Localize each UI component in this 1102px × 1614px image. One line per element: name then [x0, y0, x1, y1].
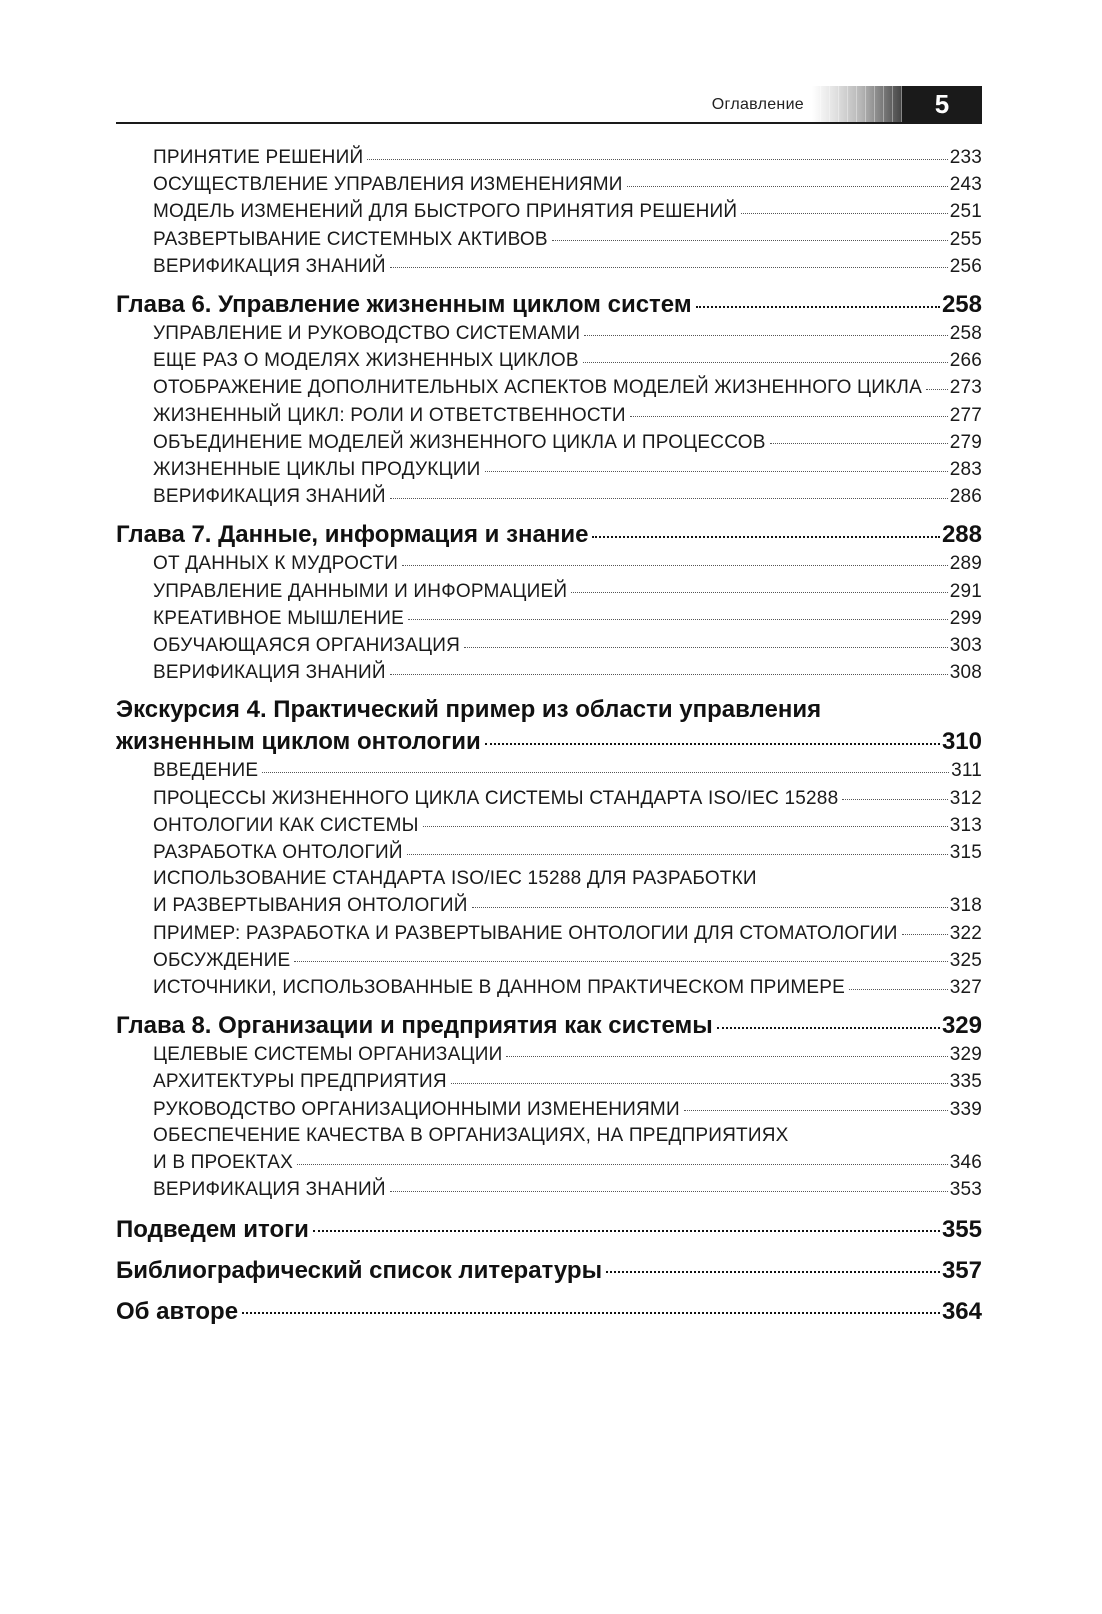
toc-entry-label: ИСТОЧНИКИ, ИСПОЛЬЗОВАННЫЕ В ДАННОМ ПРАКТИЧЕСКОМ ПРИМЕРЕ	[153, 977, 845, 999]
dot-leader	[408, 605, 948, 624]
toc-entry[interactable]	[116, 1176, 982, 1203]
toc-entry-page: 283	[949, 459, 982, 481]
toc-entry-multiline[interactable]	[116, 866, 982, 919]
toc-entry[interactable]	[116, 226, 982, 253]
toc-entry-label-line-2: И РАЗВЕРТЫВАНИЯ ОНТОЛОГИЙ	[153, 895, 468, 917]
chapter-title: Подведем итоги	[116, 1215, 309, 1243]
toc-entry-label: РУКОВОДСТВО ОРГАНИЗАЦИОННЫМИ ИЗМЕНЕНИЯМИ	[153, 1098, 680, 1120]
chapter-title: Библиографический список литературы	[116, 1256, 603, 1284]
toc-entry-label: ВВЕДЕНИЕ	[153, 760, 259, 782]
toc-entry[interactable]	[116, 659, 982, 686]
toc-entry-label-line-1: ОБЕСПЕЧЕНИЕ КАЧЕСТВА В ОРГАНИЗАЦИЯХ, НА ПРЕДПРИЯТИЯХ	[153, 1124, 789, 1146]
page-number: 5	[902, 86, 982, 122]
toc-entry[interactable]	[116, 456, 982, 483]
toc-entry-page: 312	[949, 787, 982, 809]
toc-entry-label: ОБЪЕДИНЕНИЕ МОДЕЛЕЙ ЖИЗНЕННОГО ЦИКЛА И ПРОЦЕССОВ	[153, 431, 766, 453]
chapter-title: Об авторе	[116, 1297, 239, 1325]
toc-entry-label: РАЗВЕРТЫВАНИЕ СИСТЕМНЫХ АКТИВОВ	[153, 228, 548, 250]
dot-leader	[592, 518, 940, 542]
toc-entry[interactable]	[116, 198, 982, 225]
toc-entry-page: 266	[949, 350, 982, 372]
dot-leader	[842, 785, 947, 804]
toc-entry-page: 315	[949, 842, 982, 864]
dot-leader	[262, 757, 949, 776]
toc-entry-page: 291	[949, 580, 982, 602]
excursion-title-line-1: Экскурсия 4. Практический пример из области управления	[116, 696, 822, 724]
toc-chapter-7[interactable]	[116, 518, 982, 550]
toc-entry[interactable]	[116, 1041, 982, 1068]
toc-entry-label: ОТОБРАЖЕНИЕ ДОПОЛНИТЕЛЬНЫХ АСПЕКТОВ МОДЕЛЕЙ ЖИЗНЕННОГО ЦИКЛА	[153, 377, 922, 399]
toc-entry-label: ВЕРИФИКАЦИЯ ЗНАНИЙ	[153, 255, 386, 277]
toc-entry-page: 299	[949, 607, 982, 629]
toc-entry-page: 353	[949, 1179, 982, 1201]
toc-entry-page: 313	[949, 814, 982, 836]
toc-entry-label: АРХИТЕКТУРЫ ПРЕДПРИЯТИЯ	[153, 1071, 447, 1093]
dot-leader	[407, 839, 948, 858]
toc-entry-label: ПРИНЯТИЕ РЕШЕНИЙ	[153, 147, 364, 168]
toc-entry[interactable]	[116, 483, 982, 510]
toc-entry-label: РАЗРАБОТКА ОНТОЛОГИЙ	[153, 842, 403, 864]
dot-leader	[294, 947, 947, 966]
toc-entry-label: ЖИЗНЕННЫЙ ЦИКЛ: РОЛИ И ОТВЕТСТВЕННОСТИ	[153, 404, 626, 426]
toc-chapter-8[interactable]	[116, 1009, 982, 1041]
dot-leader	[926, 374, 948, 393]
toc-entry-line-2-row	[116, 892, 982, 919]
dot-leader	[583, 347, 948, 366]
dot-leader	[485, 456, 948, 475]
chapter-page: 258	[941, 291, 982, 319]
table-of-contents	[116, 144, 982, 1327]
dot-leader	[313, 1213, 940, 1237]
toc-entry-page: 289	[949, 553, 982, 575]
dot-leader	[571, 578, 947, 597]
toc-entry-label: ОБУЧАЮЩАЯСЯ ОРГАНИЗАЦИЯ	[153, 635, 461, 657]
toc-entry[interactable]	[116, 374, 982, 401]
toc-entry[interactable]	[116, 605, 982, 632]
toc-entry-label: ЖИЗНЕННЫЕ ЦИКЛЫ ПРОДУКЦИИ	[153, 459, 481, 481]
dot-leader	[390, 1176, 948, 1195]
toc-entry[interactable]	[116, 347, 982, 374]
toc-entry-label: УПРАВЛЕНИЕ И РУКОВОДСТВО СИСТЕМАМИ	[153, 323, 581, 345]
excursion-title-line-2-row	[116, 725, 982, 757]
toc-entry-page: 277	[949, 404, 982, 426]
dot-leader	[606, 1254, 940, 1278]
dot-leader	[770, 429, 948, 448]
toc-entry-label: ВЕРИФИКАЦИЯ ЗНАНИЙ	[153, 662, 386, 684]
toc-entry-page: 286	[949, 486, 982, 508]
dot-leader	[630, 402, 948, 421]
toc-excursion-4[interactable]	[116, 694, 982, 757]
dot-leader	[717, 1009, 940, 1033]
dot-leader	[552, 226, 948, 245]
toc-chapter-6[interactable]	[116, 288, 982, 320]
toc-entry[interactable]	[116, 402, 982, 429]
dot-leader	[367, 144, 947, 163]
toc-entry-label: КРЕАТИВНОЕ МЫШЛЕНИЕ	[153, 607, 405, 629]
toc-bibliography[interactable]	[116, 1254, 982, 1286]
toc-entry[interactable]	[116, 578, 982, 605]
toc-entry[interactable]	[116, 550, 982, 577]
toc-entry[interactable]	[116, 1096, 982, 1123]
toc-entry-label: ЦЕЛЕВЫЕ СИСТЕМЫ ОРГАНИЗАЦИИ	[153, 1044, 503, 1066]
toc-entry-page: 308	[949, 662, 982, 684]
dot-leader	[472, 892, 948, 911]
toc-entry-label-line-1: ИСПОЛЬЗОВАНИЕ СТАНДАРТА ISO/IEC 15288 ДЛЯ РАЗРАБОТКИ	[153, 868, 757, 890]
toc-entry-label-line-2: И В ПРОЕКТАХ	[153, 1152, 294, 1174]
toc-entry-page: 325	[949, 949, 982, 971]
dot-leader	[741, 198, 947, 217]
toc-entry[interactable]	[116, 1068, 982, 1095]
toc-entry-page: 327	[949, 977, 982, 999]
dot-leader	[684, 1096, 948, 1115]
dot-leader	[390, 483, 948, 502]
header-rule	[116, 122, 982, 124]
toc-entry-label: ОТ ДАННЫХ К МУДРОСТИ	[153, 553, 399, 575]
dot-leader	[627, 171, 948, 190]
toc-entry-page: 255	[949, 228, 982, 250]
dot-leader	[423, 812, 948, 831]
toc-entry-label: ОСУЩЕСТВЛЕНИЕ УПРАВЛЕНИЯ ИЗМЕНЕНИЯМИ	[153, 174, 623, 196]
toc-entry-label: ОНТОЛОГИИ КАК СИСТЕМЫ	[153, 814, 419, 836]
toc-entry-page: 243	[949, 174, 982, 196]
toc-entry[interactable]	[116, 757, 982, 784]
dot-leader	[297, 1149, 948, 1168]
toc-entry[interactable]	[116, 320, 982, 347]
dot-leader	[902, 920, 948, 939]
toc-entry-multiline[interactable]	[116, 1123, 982, 1176]
toc-entry-label: ПРИМЕР: РАЗРАБОТКА И РАЗВЕРТЫВАНИЕ ОНТОЛОГИИ ДЛЯ СТОМАТОЛОГИИ	[153, 922, 898, 944]
toc-entry[interactable]	[116, 839, 982, 866]
toc-entry-label: ОБСУЖДЕНИЕ	[153, 949, 291, 971]
toc-summary[interactable]	[116, 1213, 982, 1245]
toc-entry-page: 322	[949, 922, 982, 944]
dot-leader	[451, 1068, 948, 1087]
toc-entry-label: ПРОЦЕССЫ ЖИЗНЕННОГО ЦИКЛА СИСТЕМЫ СТАНДАРТА ISO/IEC 15288	[153, 787, 839, 809]
toc-entry-page: 303	[949, 635, 982, 657]
toc-entry-page: 233	[949, 147, 982, 168]
toc-entry-page: 279	[949, 431, 982, 453]
toc-entry-page: 318	[949, 895, 982, 917]
dot-leader	[464, 632, 948, 651]
toc-entry-label: ВЕРИФИКАЦИЯ ЗНАНИЙ	[153, 1179, 386, 1201]
toc-entry-label: МОДЕЛЬ ИЗМЕНЕНИЙ ДЛЯ БЫСТРОГО ПРИНЯТИЯ РЕШЕНИЙ	[153, 201, 738, 223]
chapter-page: 329	[941, 1012, 982, 1040]
toc-entry-line-2-row	[116, 1149, 982, 1176]
toc-entry-page: 339	[949, 1098, 982, 1120]
toc-entry[interactable]	[116, 974, 982, 1001]
chapter-page: 355	[941, 1215, 982, 1243]
toc-entry[interactable]	[116, 785, 982, 812]
toc-entry[interactable]	[116, 429, 982, 456]
toc-entry[interactable]	[116, 144, 982, 171]
header-title: Оглавление	[711, 96, 804, 113]
toc-entry-page: 256	[949, 255, 982, 277]
chapter-title: Глава 8. Организации и предприятия как системы	[116, 1012, 713, 1040]
chapter-page: 310	[941, 728, 982, 756]
toc-entry[interactable]	[116, 812, 982, 839]
excursion-title-line-2: жизненным циклом онтологии	[116, 728, 481, 756]
chapter-page: 288	[941, 521, 982, 549]
toc-entry[interactable]	[116, 947, 982, 974]
toc-entry-page: 329	[949, 1044, 982, 1066]
dot-leader	[390, 253, 948, 272]
running-header	[116, 86, 982, 124]
dot-leader	[485, 725, 940, 749]
chapter-title: Глава 6. Управление жизненным циклом систем	[116, 291, 692, 319]
toc-entry[interactable]	[116, 632, 982, 659]
toc-entry-label: УПРАВЛЕНИЕ ДАННЫМИ И ИНФОРМАЦИЕЙ	[153, 580, 568, 602]
toc-entry-page: 311	[951, 760, 982, 782]
toc-entry-page: 258	[949, 323, 982, 345]
dot-leader	[849, 974, 948, 993]
dot-leader	[242, 1295, 940, 1319]
toc-entry-page: 346	[949, 1152, 982, 1174]
dot-leader	[584, 320, 947, 339]
dot-leader	[402, 550, 948, 569]
toc-entry-label: ВЕРИФИКАЦИЯ ЗНАНИЙ	[153, 486, 386, 508]
chapter-page: 357	[941, 1256, 982, 1284]
chapter-title: Глава 7. Данные, информация и знание	[116, 521, 589, 549]
dot-leader	[506, 1041, 947, 1060]
chapter-page: 364	[941, 1297, 982, 1325]
dot-leader	[696, 288, 940, 312]
dot-leader	[390, 659, 948, 678]
toc-entry-page: 251	[949, 201, 982, 223]
toc-entry-label: ЕЩЕ РАЗ О МОДЕЛЯХ ЖИЗНЕННЫХ ЦИКЛОВ	[153, 350, 579, 372]
toc-entry[interactable]	[116, 253, 982, 280]
toc-entry-page: 335	[949, 1071, 982, 1093]
toc-entry[interactable]	[116, 171, 982, 198]
toc-about-author[interactable]	[116, 1295, 982, 1327]
toc-entry[interactable]	[116, 920, 982, 947]
header-gradient-stripes	[812, 86, 902, 122]
toc-entry-page: 273	[949, 377, 982, 399]
